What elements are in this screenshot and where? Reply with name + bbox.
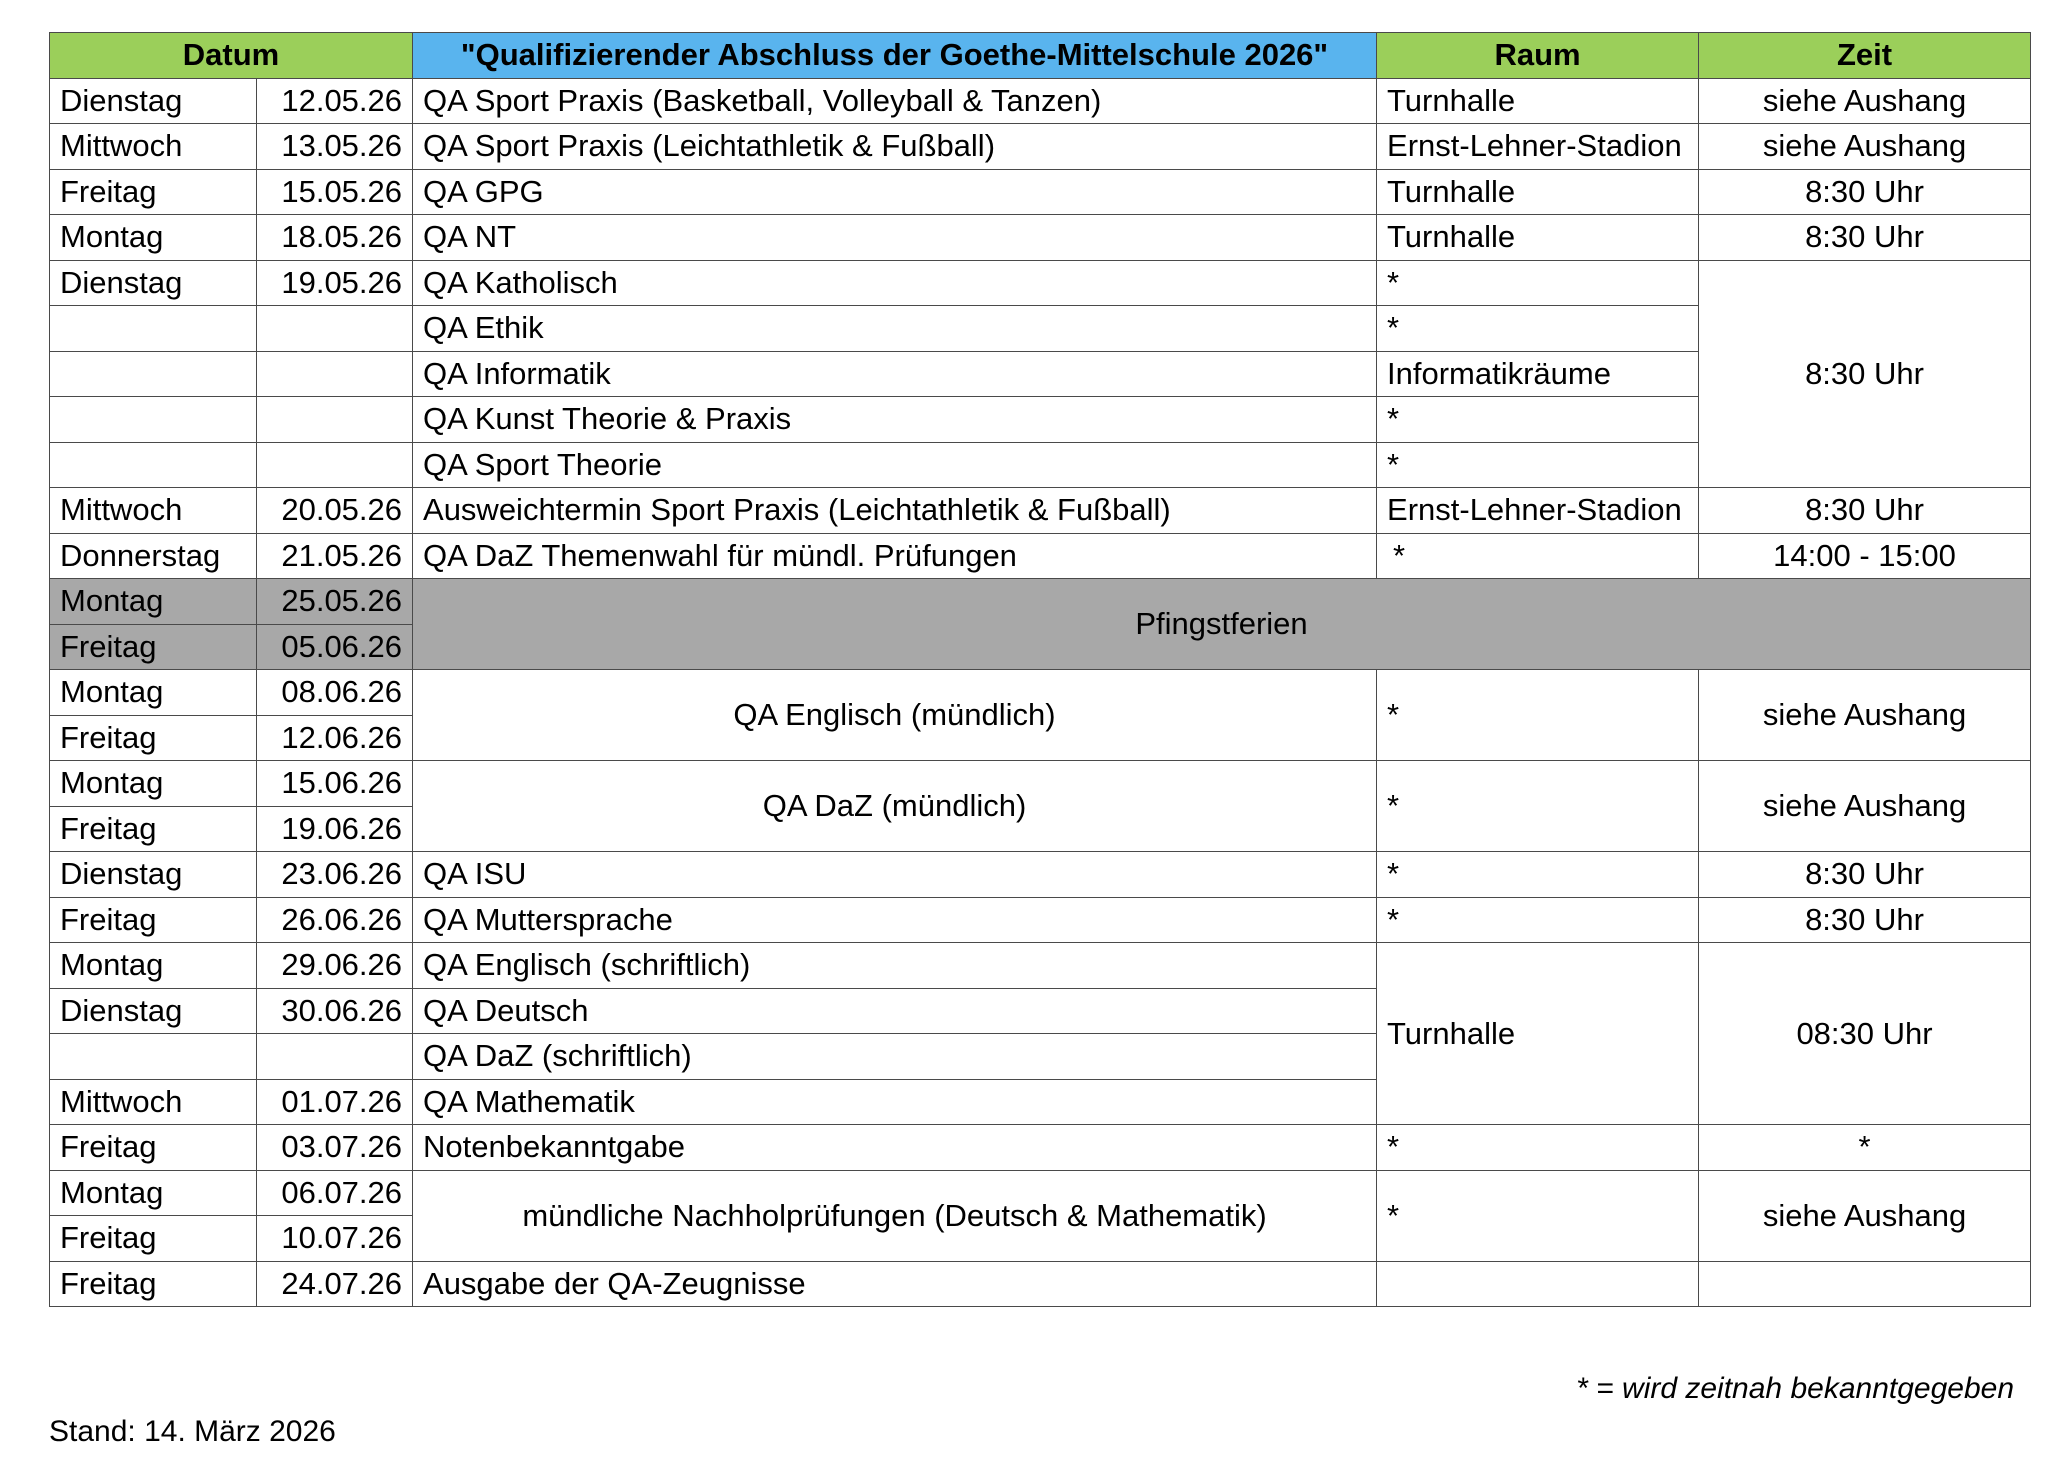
subject-cell: QA Katholisch xyxy=(413,260,1377,306)
subject-cell: QA DaZ Themenwahl für mündl. Prüfungen xyxy=(413,533,1377,579)
day-cell xyxy=(50,442,257,488)
date-cell: 18.05.26 xyxy=(257,215,413,261)
day-cell: Freitag xyxy=(50,897,257,943)
date-cell: 05.06.26 xyxy=(257,624,413,670)
room-cell: * xyxy=(1377,397,1699,443)
date-cell: 19.05.26 xyxy=(257,260,413,306)
day-cell: Freitag xyxy=(50,1125,257,1171)
exam-schedule-table xyxy=(49,32,2031,1307)
date-cell: 25.05.26 xyxy=(257,579,413,625)
date-cell: 03.07.26 xyxy=(257,1125,413,1171)
day-cell: Montag xyxy=(50,943,257,989)
subject-cell: QA Kunst Theorie & Praxis xyxy=(413,397,1377,443)
room-cell: * xyxy=(1377,533,1699,579)
subject-cell: QA NT xyxy=(413,215,1377,261)
subject-cell: Notenbekanntgabe xyxy=(413,1125,1377,1171)
room-cell: * xyxy=(1377,897,1699,943)
subject-cell: QA Sport Theorie xyxy=(413,442,1377,488)
room-cell: Turnhalle xyxy=(1377,943,1699,1125)
day-cell: Freitag xyxy=(50,624,257,670)
date-cell: 26.06.26 xyxy=(257,897,413,943)
room-cell: * xyxy=(1377,670,1699,761)
subject-cell: QA Englisch (schriftlich) xyxy=(413,943,1377,989)
time-cell: siehe Aushang xyxy=(1699,124,2031,170)
time-cell: 8:30 Uhr xyxy=(1699,852,2031,898)
table-row xyxy=(50,124,2031,170)
day-cell xyxy=(50,306,257,352)
subject-cell: QA DaZ (mündlich) xyxy=(413,761,1377,852)
subject-cell: QA Englisch (mündlich) xyxy=(413,670,1377,761)
date-cell: 15.06.26 xyxy=(257,761,413,807)
table-row xyxy=(50,1125,2031,1171)
time-cell: 8:30 Uhr xyxy=(1699,215,2031,261)
table-row xyxy=(50,943,2031,989)
table-row xyxy=(50,761,2031,807)
room-cell: Ernst-Lehner-Stadion xyxy=(1377,488,1699,534)
day-cell: Dienstag xyxy=(50,852,257,898)
table-row xyxy=(50,169,2031,215)
date-cell: 12.05.26 xyxy=(257,78,413,124)
footnote: * = wird zeitnah bekanntgegeben xyxy=(1576,1372,2014,1405)
time-cell: 14:00 - 15:00 xyxy=(1699,533,2031,579)
subject-cell: QA ISU xyxy=(413,852,1377,898)
table-row xyxy=(50,579,2031,625)
table-row xyxy=(50,260,2031,306)
day-cell: Freitag xyxy=(50,1261,257,1307)
time-cell: siehe Aushang xyxy=(1699,670,2031,761)
room-cell: * xyxy=(1377,852,1699,898)
table-row xyxy=(50,670,2031,716)
time-cell: siehe Aushang xyxy=(1699,761,2031,852)
room-cell: * xyxy=(1377,761,1699,852)
date-cell: 29.06.26 xyxy=(257,943,413,989)
room-cell: Turnhalle xyxy=(1377,215,1699,261)
room-cell: Ernst-Lehner-Stadion xyxy=(1377,124,1699,170)
room-cell: * xyxy=(1377,260,1699,306)
date-cell: 12.06.26 xyxy=(257,715,413,761)
time-cell: 08:30 Uhr xyxy=(1699,943,2031,1125)
time-cell: * xyxy=(1699,1125,2031,1171)
day-cell: Dienstag xyxy=(50,988,257,1034)
date-cell: 19.06.26 xyxy=(257,806,413,852)
day-cell: Mittwoch xyxy=(50,124,257,170)
table-row xyxy=(50,215,2031,261)
subject-cell: QA Ethik xyxy=(413,306,1377,352)
header-title: "Qualifizierender Abschluss der Goethe-Mittelschule 2026" xyxy=(413,33,1377,79)
subject-cell: QA GPG xyxy=(413,169,1377,215)
subject-cell: QA Sport Praxis (Basketball, Volleyball & Tanzen) xyxy=(413,78,1377,124)
day-cell: Montag xyxy=(50,761,257,807)
time-cell: 8:30 Uhr xyxy=(1699,169,2031,215)
date-cell xyxy=(257,306,413,352)
time-cell xyxy=(1699,1261,2031,1307)
table-row xyxy=(50,1261,2031,1307)
room-cell: * xyxy=(1377,1170,1699,1261)
day-cell: Dienstag xyxy=(50,260,257,306)
day-cell: Montag xyxy=(50,215,257,261)
date-cell: 15.05.26 xyxy=(257,169,413,215)
table-row xyxy=(50,1170,2031,1216)
subject-cell: QA DaZ (schriftlich) xyxy=(413,1034,1377,1080)
date-cell xyxy=(257,442,413,488)
date-cell: 21.05.26 xyxy=(257,533,413,579)
day-cell xyxy=(50,397,257,443)
day-cell: Freitag xyxy=(50,169,257,215)
header-row xyxy=(50,33,2031,79)
subject-cell: QA Mathematik xyxy=(413,1079,1377,1125)
date-cell: 01.07.26 xyxy=(257,1079,413,1125)
date-cell: 06.07.26 xyxy=(257,1170,413,1216)
day-cell: Montag xyxy=(50,579,257,625)
day-cell: Mittwoch xyxy=(50,1079,257,1125)
subject-cell: mündliche Nachholprüfungen (Deutsch & Mathematik) xyxy=(413,1170,1377,1261)
header-raum: Raum xyxy=(1377,33,1699,79)
table-row xyxy=(50,533,2031,579)
day-cell: Freitag xyxy=(50,715,257,761)
room-cell: * xyxy=(1377,306,1699,352)
date-cell: 13.05.26 xyxy=(257,124,413,170)
stand-date: Stand: 14. März 2026 xyxy=(49,1415,336,1448)
room-cell: * xyxy=(1377,1125,1699,1171)
date-cell xyxy=(257,351,413,397)
date-cell: 30.06.26 xyxy=(257,988,413,1034)
table-row xyxy=(50,488,2031,534)
room-cell: * xyxy=(1377,442,1699,488)
time-cell: siehe Aushang xyxy=(1699,1170,2031,1261)
subject-cell: QA Deutsch xyxy=(413,988,1377,1034)
date-cell: 08.06.26 xyxy=(257,670,413,716)
day-cell: Freitag xyxy=(50,806,257,852)
time-cell: 8:30 Uhr xyxy=(1699,260,2031,488)
subject-cell: Ausgabe der QA-Zeugnisse xyxy=(413,1261,1377,1307)
date-cell: 10.07.26 xyxy=(257,1216,413,1262)
day-cell: Mittwoch xyxy=(50,488,257,534)
subject-cell: Ausweichtermin Sport Praxis (Leichtathletik & Fußball) xyxy=(413,488,1377,534)
date-cell: 20.05.26 xyxy=(257,488,413,534)
day-cell: Montag xyxy=(50,670,257,716)
room-cell: Informatikräume xyxy=(1377,351,1699,397)
header-datum: Datum xyxy=(50,33,413,79)
day-cell: Dienstag xyxy=(50,78,257,124)
time-cell: siehe Aushang xyxy=(1699,78,2031,124)
room-cell xyxy=(1377,1261,1699,1307)
date-cell: 23.06.26 xyxy=(257,852,413,898)
date-cell xyxy=(257,1034,413,1080)
date-cell xyxy=(257,397,413,443)
day-cell: Donnerstag xyxy=(50,533,257,579)
table-row xyxy=(50,852,2031,898)
day-cell xyxy=(50,351,257,397)
room-cell: Turnhalle xyxy=(1377,78,1699,124)
header-zeit: Zeit xyxy=(1699,33,2031,79)
time-cell: 8:30 Uhr xyxy=(1699,488,2031,534)
room-cell: Turnhalle xyxy=(1377,169,1699,215)
subject-cell: QA Sport Praxis (Leichtathletik & Fußball) xyxy=(413,124,1377,170)
holiday-cell: Pfingstferien xyxy=(413,579,2031,670)
subject-cell: QA Informatik xyxy=(413,351,1377,397)
table-row xyxy=(50,78,2031,124)
day-cell xyxy=(50,1034,257,1080)
day-cell: Freitag xyxy=(50,1216,257,1262)
day-cell: Montag xyxy=(50,1170,257,1216)
time-cell: 8:30 Uhr xyxy=(1699,897,2031,943)
subject-cell: QA Muttersprache xyxy=(413,897,1377,943)
date-cell: 24.07.26 xyxy=(257,1261,413,1307)
table-row xyxy=(50,897,2031,943)
